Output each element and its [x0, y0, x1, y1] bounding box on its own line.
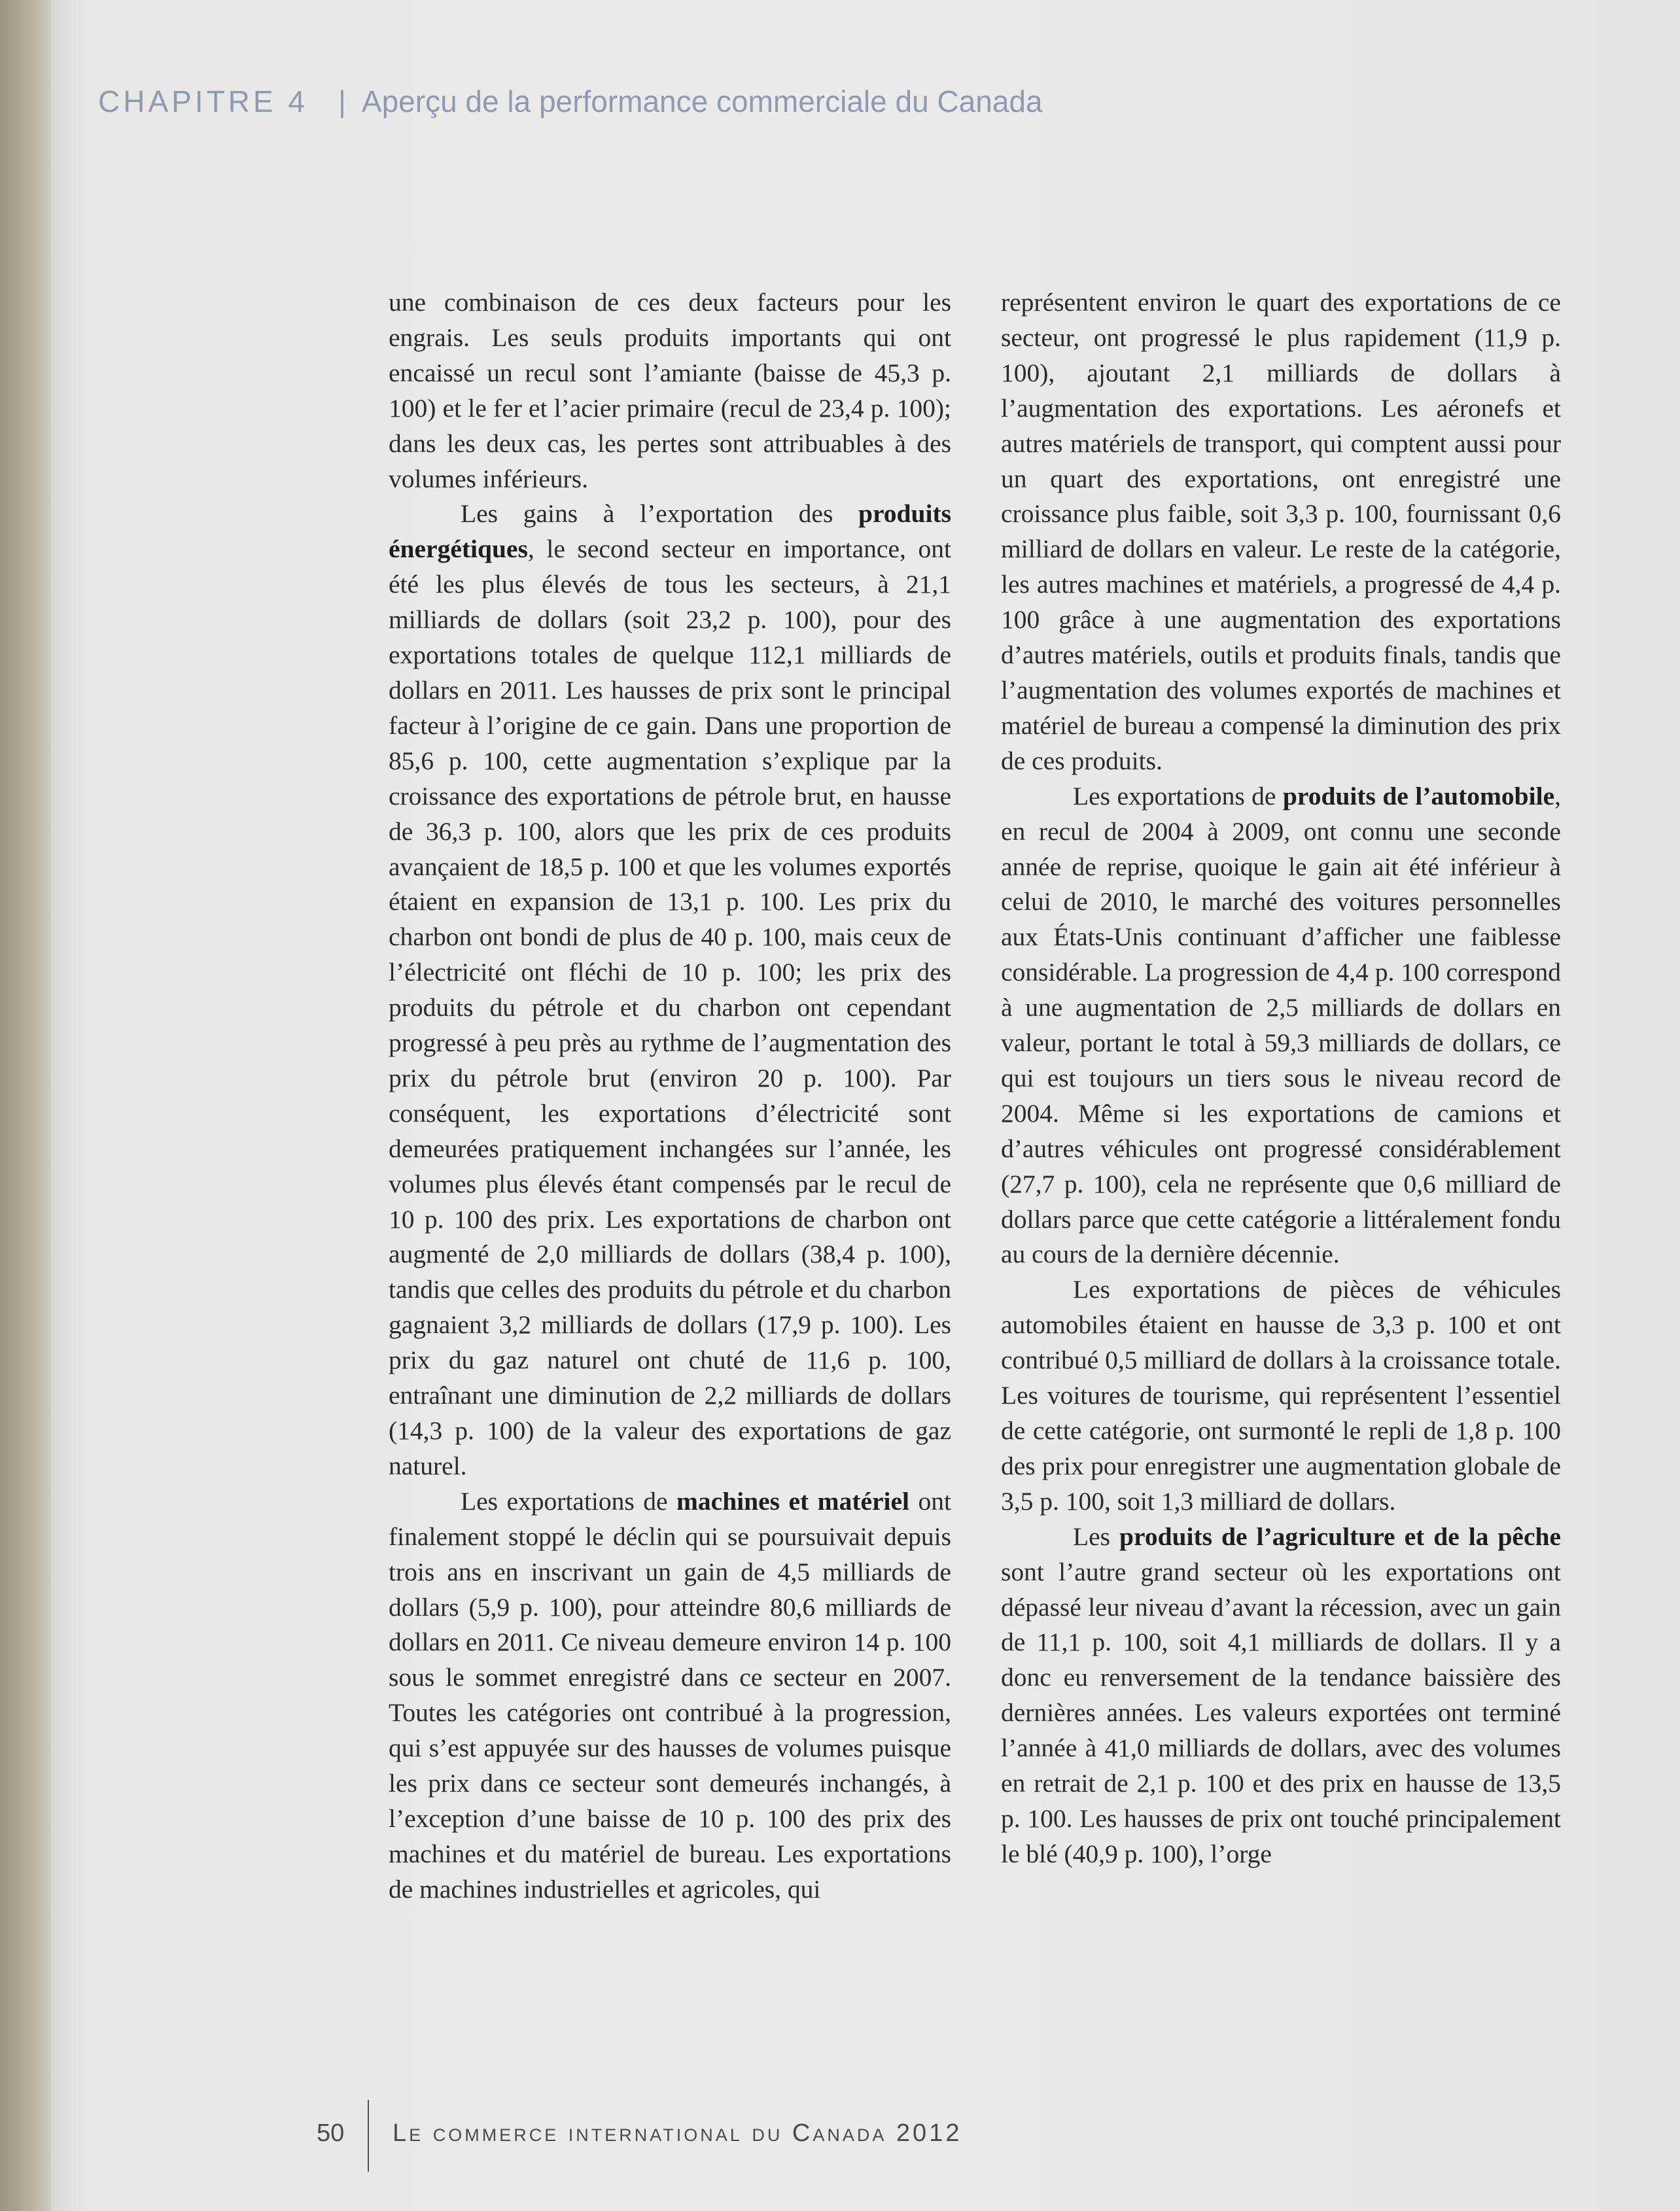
sector-term: machines et matériel	[676, 1486, 910, 1516]
chapter-title: Aperçu de la performance commerciale du Canada	[361, 84, 1043, 118]
paragraph-energy	[389, 496, 951, 1484]
paragraph-agriculture	[1001, 1520, 1561, 1872]
sector-term: produits de l’agriculture et de la pêche	[1119, 1522, 1561, 1551]
paragraph-lead: Les gains à l’exportation des	[461, 499, 859, 529]
paragraph-body: ont finalement stoppé le déclin qui se poursuivait depuis trois ans en inscrivant un gain de 4,5 milliards de dollars (5,9 p. 100), pour atteindre 80,6 milliards de dollars en 2011. Ce niveau demeure environ 14 p. 100 sous le sommet enregistré dans ce secteur en 2007. Toutes les catégories ont contribué à la progression, qui s’est appuyée sur des hausses de volumes puisque les prix dans ce secteur sont demeurés inchangés, à l’exception d’une baisse de 10 p. 100 des prix des machines et du matériel de bureau. Les exportations de machines industrielles et agricoles, qui	[389, 1486, 952, 1904]
page-number: 50	[317, 2119, 345, 2147]
text-column-left	[389, 285, 951, 1907]
paragraph-body: sont l’autre grand secteur où les exportations ont dépassé leur niveau d’avant la récession, avec un gain de 11,1 p. 100, soit 4,1 milliards de dollars. Il y a donc eu renversement de la tendance baissière des dernières années. Les valeurs exportées ont terminé l’année à 41,0 milliards de dollars, avec des volumes en retrait de 2,1 p. 100 et des prix en hausse de 13,5 p. 100. Les hausses de prix ont touché principalement le blé (40,9 p. 100), l’orge	[1001, 1557, 1561, 1868]
paragraph-body: , le second secteur en importance, ont été les plus élevés de tous les secteurs, à 21,1 milliards de dollars (soit 23,2 p. 100), pour des exportations totales de quelque 112,1 milliards de dollars en 2011. Les hausses de prix sont le principal facteur à l’origine de ce gain. Dans une proportion de 85,6 p. 100, cette augmentation s’explique par la croissance des exportations de pétrole brut, en hausse de 36,3 p. 100, alors que les prix de ces produits avançaient de 18,5 p. 100 et que les volumes exportés étaient en expansion de 13,1 p. 100. Les prix du charbon ont bondi de plus de 40 p. 100, mais ceux de l’électricité ont fléchi de 10 p. 100; les prix des produits du pétrole et du charbon ont cependant progressé à peu près au rythme de l’augmentation des prix du pétrole brut (environ 20 p. 100). Par conséquent, les exportations d’électricité sont demeurées pratiquement inchangées sur l’année, les volumes plus élevés étant compensés par le recul de 10 p. 100 des prix. Les exportations de charbon ont augmenté de 2,0 milliards de dollars (38,4 p. 100), tandis que celles des produits du pétrole et du charbon gagnaient 3,2 milliards de dollars (17,9 p. 100). Les prix du gaz naturel ont chuté de 11,6 p. 100, entraînant une diminution de 2,2 milliards de dollars (14,3 p. 100) de la valeur des exportations de gaz naturel.	[389, 534, 951, 1480]
paragraph-body: , en recul de 2004 à 2009, ont connu une seconde année de reprise, quoique le gain ait été inférieur à celui de 2010, le marché des voitures personnelles aux États-Unis continuant d’afficher une faiblesse considérable. La progression de 4,4 p. 100 correspond à une augmentation de 2,5 milliards de dollars en valeur, portant le total à 59,3 milliards de dollars, ce qui est toujours un tiers sous le niveau record de 2004. Même si les exportations de camions et d’autres véhicules ont progressé considérablement (27,7 p. 100), cela ne représente que 0,6 milliard de dollars parce que cette catégorie a littéralement fondu au cours de la dernière décennie.	[1001, 781, 1562, 1269]
sector-term: produits énergétiques	[389, 499, 951, 564]
publication-title: Le commerce international du Canada 2012	[393, 2119, 962, 2147]
paragraph-automotive	[1001, 779, 1561, 1273]
header-separator: |	[338, 84, 346, 118]
sector-term: produits de l’automobile	[1282, 781, 1555, 810]
paragraph-lead: Les exportations de	[461, 1486, 677, 1516]
text-column-right	[1001, 285, 1561, 1872]
paragraph: représentent environ le quart des exportations de ce secteur, ont progressé le plus rapidement (11,9 p. 100), ajoutant 2,1 milliards de dollars à l’augmentation des exportations. Les aéronefs et autres matériels de transport, qui comptent aussi pour un quart des exportations, ont enregistré une croissance plus faible, soit 3,3 p. 100, fournissant 0,6 milliard de dollars en valeur. Le reste de la catégorie, les autres machines et matériels, a progressé de 4,4 p. 100 grâce à une augmentation des exportations d’autres matériels, outils et produits finals, tandis que l’augmentation des volumes exportés de machines et matériel de bureau a compensé la diminution des prix de ces produits.	[1001, 288, 1561, 775]
footer-divider	[368, 2100, 369, 2172]
paragraph-lead: Les	[1073, 1522, 1120, 1551]
paragraph-auto-parts: Les exportations de pièces de véhicules automobiles étaient en hausse de 3,3 p. 100 et ont contribué 0,5 milliard de dollars à la croissance totale. Les voitures de tourisme, qui représentent l’essentiel de cette catégorie, ont surmonté le repli de 1,8 p. 100 des prix pour enregistrer une augmentation globale de 3,5 p. 100, soit 1,3 milliard de dollars.	[1001, 1275, 1561, 1516]
paragraph-lead: Les exportations de	[1073, 781, 1283, 810]
paragraph: une combinaison de ces deux facteurs pour les engrais. Les seuls produits importants qui ont encaissé un recul sont l’amiante (baisse de 45,3 p. 100) et le fer et l’acier primaire (recul de 23,4 p. 100); dans les deux cas, les pertes sont attribuables à des volumes inférieurs.	[389, 288, 951, 493]
running-header	[98, 84, 1043, 130]
chapter-label: CHAPITRE 4	[98, 84, 308, 118]
paragraph-machinery	[389, 1484, 951, 1907]
book-binding-edge	[0, 0, 51, 2211]
